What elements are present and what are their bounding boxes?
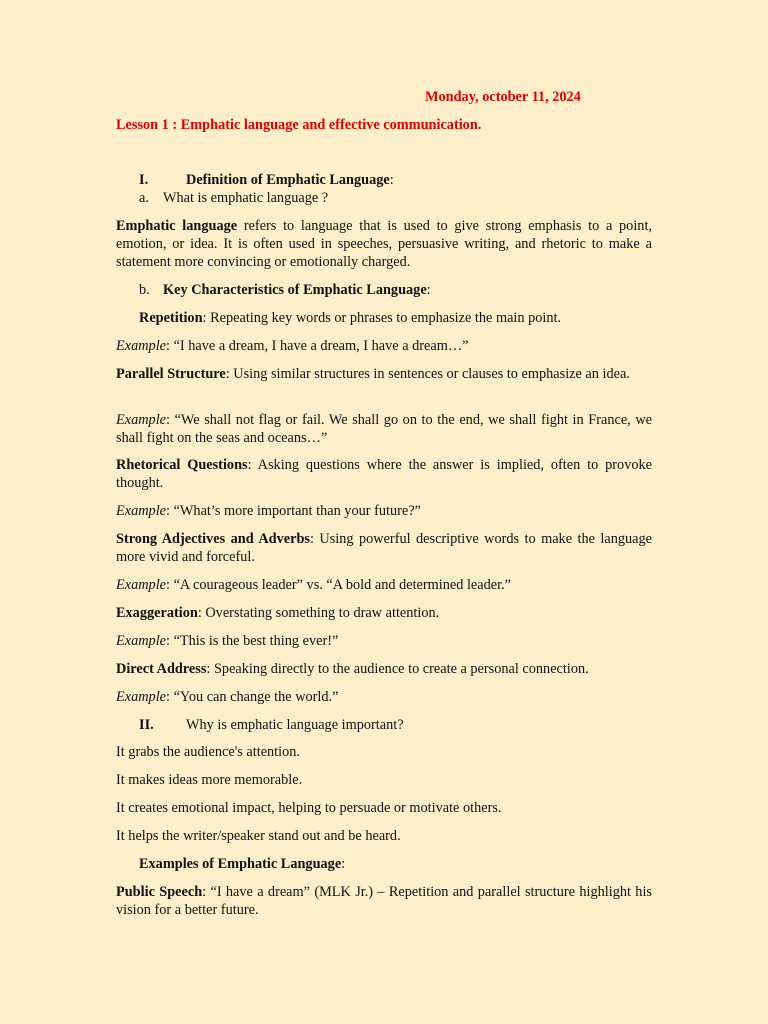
- section1-number: I.: [139, 172, 149, 188]
- example-parallel-structure: Example: “We shall not flag or fail. We shall go on to the end, we shall fight in France, we shall fight on the seas and oceans…”: [116, 412, 652, 446]
- examples-heading: Examples of Emphatic Language:: [139, 856, 346, 872]
- characteristic-strong-adjectives: Strong Adjectives and Adverbs: Using powerful descriptive words to make the language more vivid and forceful.: [116, 531, 652, 565]
- reason-item: It helps the writer/speaker stand out and be heard.: [116, 828, 401, 844]
- example-rhetorical-questions: Example: “What’s more important than your future?”: [116, 503, 421, 519]
- sub-b-heading: Key Characteristics of Emphatic Language:: [163, 282, 431, 298]
- section1-heading: Definition of Emphatic Language:: [186, 172, 394, 188]
- section2-number: II.: [139, 717, 154, 733]
- example-direct-address: Example: “You can change the world.”: [116, 689, 339, 705]
- section2-heading: Why is emphatic language important?: [186, 717, 404, 733]
- characteristic-parallel-structure: Parallel Structure: Using similar structures in sentences or clauses to emphasize an idea.: [116, 366, 630, 382]
- characteristic-direct-address: Direct Address: Speaking directly to the audience to create a personal connection.: [116, 661, 589, 677]
- example-exaggeration: Example: “This is the best thing ever!”: [116, 633, 339, 649]
- public-speech-paragraph: Public Speech: “I have a dream” (MLK Jr.) – Repetition and parallel structure highlight his vision for a better future.: [116, 884, 652, 918]
- reason-item: It makes ideas more memorable.: [116, 772, 303, 788]
- sub-b-letter: b.: [139, 282, 150, 298]
- reason-item: It grabs the audience's attention.: [116, 744, 301, 760]
- characteristic-rhetorical-questions: Rhetorical Questions: Asking questions where the answer is implied, often to provoke thought.: [116, 457, 652, 491]
- date: Monday, october 11, 2024: [425, 89, 581, 105]
- example-repetition: Example: “I have a dream, I have a dream, I have a dream…”: [116, 338, 469, 354]
- example-strong-adjectives: Example: “A courageous leader” vs. “A bold and determined leader.”: [116, 577, 512, 593]
- sub-a-text: What is emphatic language ?: [163, 190, 329, 206]
- definition-paragraph: Emphatic language refers to language that is used to give strong emphasis to a point, emotion, or idea. It is often used in speeches, persuasive writing, and rhetoric to make a statement more convincing or emotionally charged.: [116, 218, 652, 270]
- sub-a-letter: a.: [139, 190, 149, 206]
- characteristic-exaggeration: Exaggeration: Overstating something to draw attention.: [116, 605, 440, 621]
- lesson-title: Lesson 1 : Emphatic language and effective communication.: [116, 117, 482, 133]
- reason-item: It creates emotional impact, helping to persuade or motivate others.: [116, 800, 502, 816]
- characteristic-repetition: Repetition: Repeating key words or phrases to emphasize the main point.: [139, 310, 562, 326]
